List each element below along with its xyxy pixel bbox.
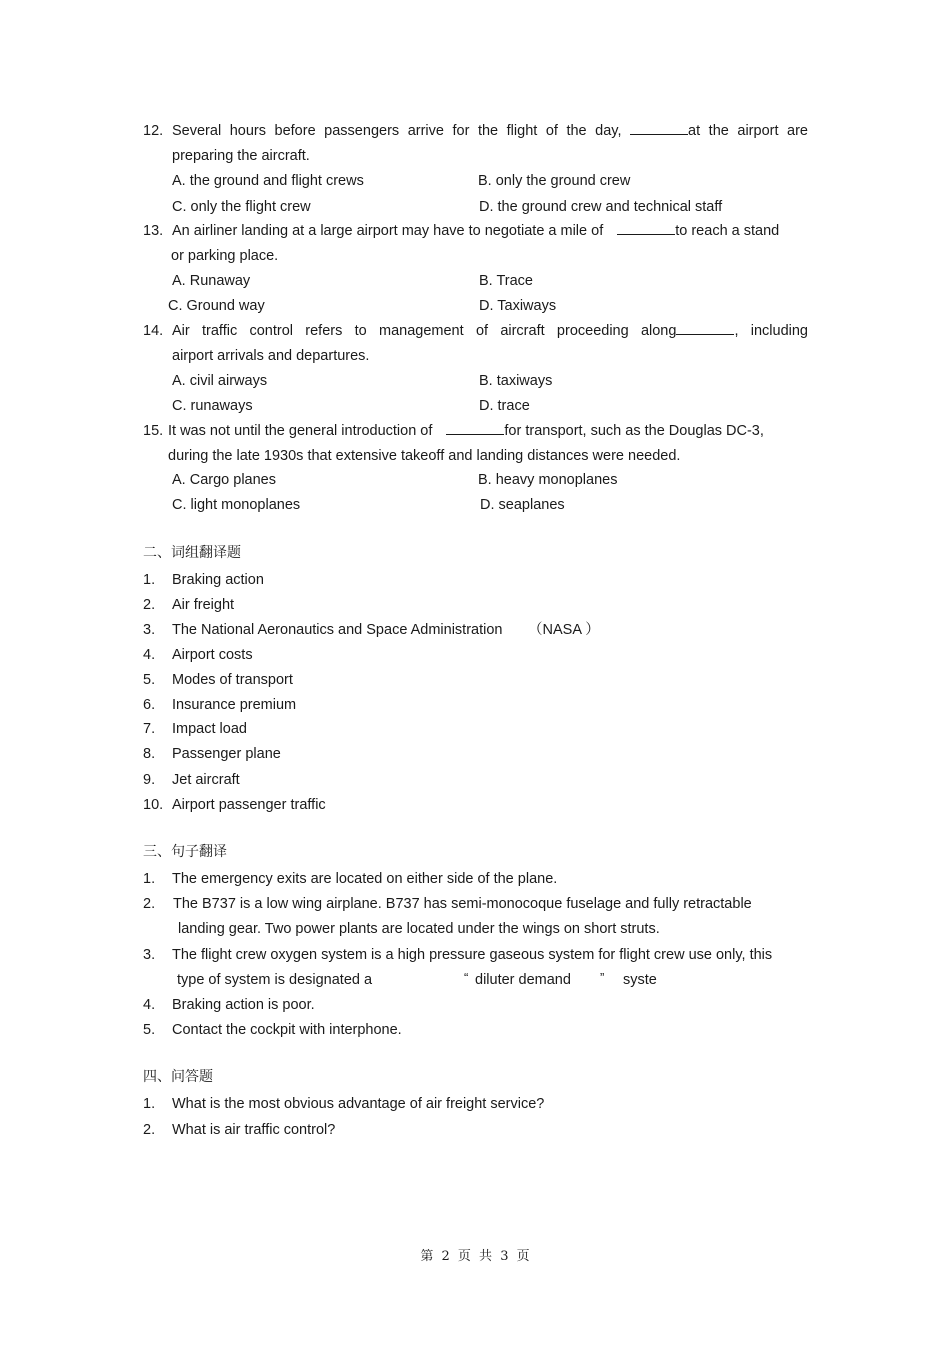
list-number: 2. [143,896,156,912]
list-number: 9. [143,772,156,788]
option-c: C. only the flight crew [172,199,311,215]
question-stem-continued: or parking place. [171,248,279,264]
question-number: 12. [143,123,164,139]
list-item-continued: landing gear. Two power plants are located under the wings on short struts. [178,921,660,937]
list-item: The National Aeronautics and Space Administration [172,622,503,638]
question-stem: Several hours before passengers arrive for the flight of the day, at the airport are [172,123,808,139]
option-d: D. Taxiways [479,298,557,314]
list-number: 10. [143,797,164,813]
option-a: A. civil airways [172,373,268,389]
question-stem-continued: preparing the aircraft. [172,148,310,164]
list-number: 1. [143,572,156,588]
answer-blank [617,222,675,235]
list-item: Air freight [172,597,235,613]
list-number: 2. [143,1122,156,1138]
question-number: 13. [143,223,164,239]
option-b: B. heavy monoplanes [478,472,618,488]
question-stem-continued: during the late 1930s that extensive takeoff and landing distances were needed. [168,448,681,464]
question-stem: Air traffic control refers to management of aircraft proceeding along , including [172,323,808,339]
list-item: The flight crew oxygen system is a high pressure gaseous system for flight crew use only, this [172,947,773,963]
list-item: The B737 is a low wing airplane. B737 has semi-monocoque fuselage and fully retractable [173,896,752,912]
section-heading: 四、问答题 [143,1069,213,1085]
option-a: A. Runaway [172,273,251,289]
list-item: Braking action [172,572,264,588]
option-d: D. trace [479,398,530,414]
list-number: 4. [143,997,156,1013]
list-item: What is air traffic control? [172,1122,336,1138]
list-number: 5. [143,1022,156,1038]
option-a: A. the ground and flight crews [172,173,364,189]
answer-blank [446,422,504,435]
list-number: 2. [143,597,156,613]
option-c: C. runaways [172,398,253,414]
list-number: 1. [143,871,156,887]
option-c: C. Ground way [168,298,265,314]
question-stem-continued: airport arrivals and departures. [172,348,370,364]
list-number: 7. [143,721,156,737]
list-item: Insurance premium [172,697,297,713]
list-item-continued: type of system is designated a [177,972,373,988]
list-item: Impact load [172,721,247,737]
list-item: Modes of transport [172,672,293,688]
option-b: B. Trace [479,273,533,289]
list-item: What is the most obvious advantage of air freight service? [172,1096,545,1112]
list-item: Braking action is poor. [172,997,315,1013]
list-number: 5. [143,672,156,688]
close-quote: ” [600,970,605,985]
option-c: C. light monoplanes [172,497,301,513]
option-b: B. taxiways [479,373,553,389]
list-item: The emergency exits are located on either side of the plane. [172,871,558,887]
open-quote: “ [464,970,469,985]
list-number: 8. [143,746,156,762]
option-d: D. the ground crew and technical staff [479,199,723,215]
section-heading: 三、句子翻译 [143,844,227,860]
list-number: 3. [143,622,156,638]
answer-blank [630,122,688,135]
option-d: D. seaplanes [480,497,565,513]
list-item: Jet aircraft [172,772,240,788]
list-number: 1. [143,1096,156,1112]
question-number: 15. [143,423,164,439]
option-b: B. only the ground crew [478,173,631,189]
option-a: A. Cargo planes [172,472,276,488]
page-footer: 第 2 页 共 3 页 [420,1249,530,1264]
list-item: Contact the cockpit with interphone. [172,1022,402,1038]
list-number: 3. [143,947,156,963]
list-item-abbreviation: （NASA ） [528,622,600,638]
list-item: Airport passenger traffic [172,797,326,813]
question-stem: An airliner landing at a large airport may have to negotiate a mile of to reach a stand [172,223,780,239]
question-number: 14. [143,323,164,339]
question-stem: It was not until the general introduction of for transport, such as the Douglas DC-3, [168,423,764,439]
list-number: 4. [143,647,156,663]
answer-blank [676,322,734,335]
list-item: Passenger plane [172,746,281,762]
list-item: Airport costs [172,647,253,663]
section-heading: 二、词组翻译题 [143,545,241,561]
list-number: 6. [143,697,156,713]
truncated-word: syste [623,972,657,988]
quoted-term: diluter demand [475,972,571,988]
